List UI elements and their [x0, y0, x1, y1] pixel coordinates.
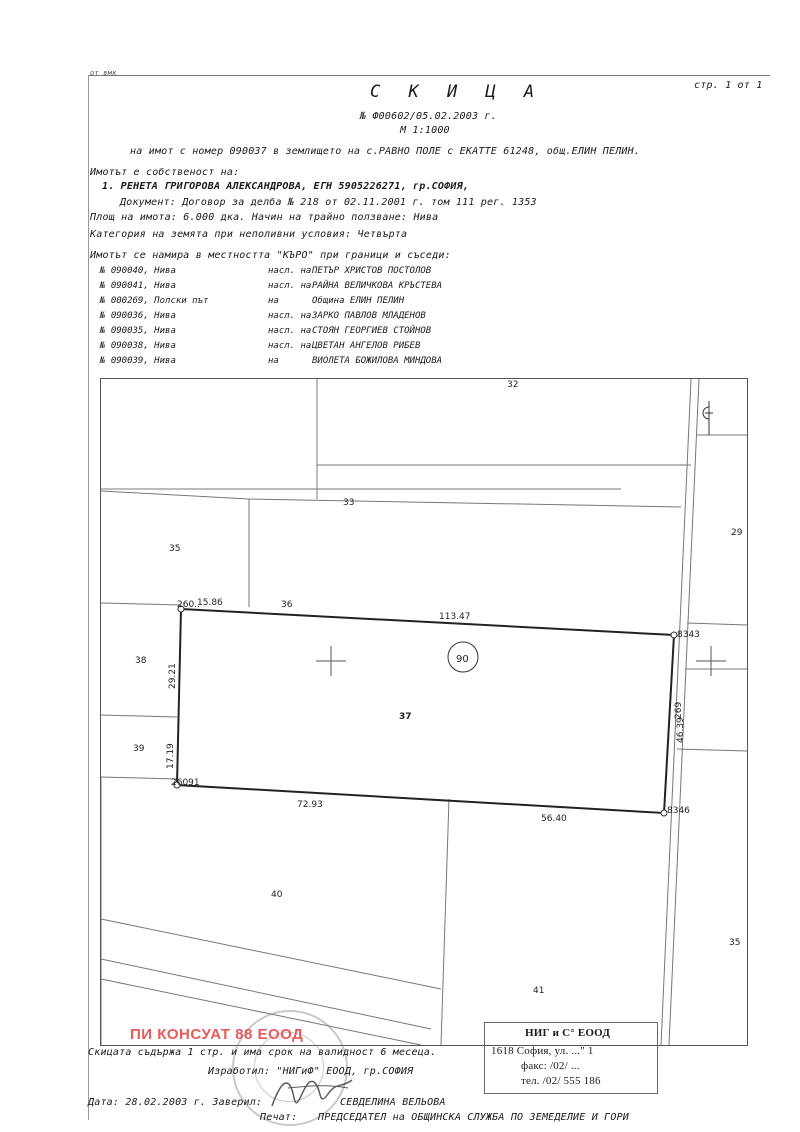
neighbors-heading: Имотът се намира в местността "КЪРО" при граници и съседи: [90, 250, 451, 261]
company-stamp [484, 1022, 658, 1094]
dimension-72-93: 72.93 [297, 800, 323, 810]
parcel-label-36: 36 [281, 600, 293, 610]
owner-heading: Имотът е собственост на: [90, 167, 240, 178]
neighbor-id: № 000269, Полски път [100, 296, 209, 306]
neighbor-id: № 090038, Нива [100, 341, 176, 351]
neighbor-name: РАЙНА ВЕЛИЧКОВА КРЪСТЕВА [312, 281, 443, 291]
point-id-269: 269 [674, 701, 684, 719]
seal-label: Печат: [260, 1112, 298, 1123]
dimension-46-39: 46.39 [676, 717, 686, 743]
document-number: № Ф00602/05.02.2003 г. [360, 111, 497, 122]
neighbor-name: СТОЯН ГЕОРГИЕВ СТОЙНОВ [312, 326, 432, 336]
dimension-15-86: 15.86 [197, 598, 223, 608]
frame-left-line [88, 75, 89, 1120]
page-number: стр. 1 от 1 [694, 80, 763, 91]
neighbor-id: № 090041, Нива [100, 281, 176, 291]
dimension-17-19: 17.19 [166, 743, 176, 769]
parcel-label-41: 41 [533, 986, 545, 996]
prepared-by: Изработил: "НИГиФ" ЕООД, гр.СОФИЯ [208, 1066, 414, 1077]
stamp-address: 1618 София, ул. ..." 1 [491, 1045, 594, 1057]
parcel-label-35-right: 35 [729, 938, 741, 948]
stamp-fax: факс: /02/ ... [521, 1060, 580, 1072]
neighbor-name: Община ЕЛИН ПЕЛИН [312, 296, 405, 306]
point-id-8343: 8343 [677, 630, 700, 640]
point-id-260: 260.. [177, 600, 200, 610]
parcel-label-32: 32 [507, 380, 519, 390]
corner-mark: от вмк [90, 69, 117, 77]
neighbor-name: ВИОЛЕТА БОЖИЛОВА МИНДОВА [312, 356, 443, 366]
neighbor-id: № 090036, Нива [100, 311, 176, 321]
neighbor-relation: насл. на [268, 341, 312, 351]
parcel-label-33: 33 [343, 498, 355, 508]
owner-entry: 1. РЕНЕТА ГРИГОРОВА АЛЕКСАНДРОВА, ЕГН 5905226271, гр.СОФИЯ, [102, 181, 470, 192]
neighbor-relation: насл. на [268, 281, 312, 291]
map-drawing [101, 379, 747, 1045]
north-arrow-icon [703, 401, 713, 435]
cadastral-map [100, 378, 748, 1046]
dimension-29-21: 29.21 [168, 663, 178, 689]
block-number: 90 [456, 654, 469, 665]
land-category: Категория на земята при неполивни условия: Четвърта [90, 229, 408, 240]
neighbor-name: ЗАРКО ПАВЛОВ МЛАДЕНОВ [312, 311, 426, 321]
neighbor-name: ЦВЕТАН АНГЕЛОВ РИБЕВ [312, 341, 421, 351]
stamp-company-name: НИГ и С° ЕООД [525, 1027, 611, 1039]
neighbor-relation: насл. на [268, 311, 312, 321]
parcel-label-38: 38 [135, 656, 147, 666]
dimension-113-47: 113.47 [439, 612, 471, 622]
validity-note: Скицата съдържа 1 стр. и има срок на валидност 6 месеца. [88, 1047, 437, 1058]
certifier-name: СЕВДЕЛИНА ВЕЛЬОВА [340, 1097, 446, 1108]
parcel-label-39: 39 [133, 744, 145, 754]
neighbor-id: № 090039, Нива [100, 356, 176, 366]
neighbor-relation: на [268, 356, 279, 366]
frame-top-line [88, 75, 770, 76]
parcel-label-40: 40 [271, 890, 283, 900]
neighbor-relation: на [268, 296, 279, 306]
neighbor-id: № 090040, Нива [100, 266, 176, 276]
neighbor-relation: насл. на [268, 326, 312, 336]
dimension-56-40: 56.40 [541, 814, 567, 824]
stamp-phone: тел. /02/ 555 186 [521, 1075, 601, 1087]
ownership-document: Документ: Договор за делба № 218 от 02.11.2001 г. том 111 рег. 1353 [120, 197, 537, 208]
neighbor-id: № 090035, Нива [100, 326, 176, 336]
property-area: Площ на имота: 6.000 дка. Начин на трайно ползване: Нива [90, 212, 439, 223]
point-id-8346: 8346 [667, 806, 690, 816]
neighbor-relation: насл. на [268, 266, 312, 276]
parcel-label-29: 29 [731, 528, 743, 538]
parcel-label-35: 35 [169, 544, 181, 554]
point-id-26091: 26091 [171, 778, 200, 788]
parcel-label-37: 37 [399, 712, 412, 722]
date-line: Дата: 28.02.2003 г. Заверил: [88, 1097, 263, 1108]
property-subject: на имот с номер 090037 в землището на с.РАВНО ПОЛЕ с ЕКАТТЕ 61248, общ.ЕЛИН ПЕЛИН. [130, 146, 641, 157]
chair-title: ПРЕДСЕДАТЕЛ на ОБЩИНСКА СЛУЖБА ПО ЗЕМЕДЕЛИЕ И ГОРИ [318, 1112, 630, 1123]
neighbor-name: ПЕТЪР ХРИСТОВ ПОСТОЛОВ [312, 266, 432, 276]
document-title: С К И Ц А [370, 82, 544, 102]
company-watermark: ПИ КОНСУАТ 88 ЕООД [130, 1026, 304, 1043]
map-scale: М 1:1000 [400, 125, 450, 136]
